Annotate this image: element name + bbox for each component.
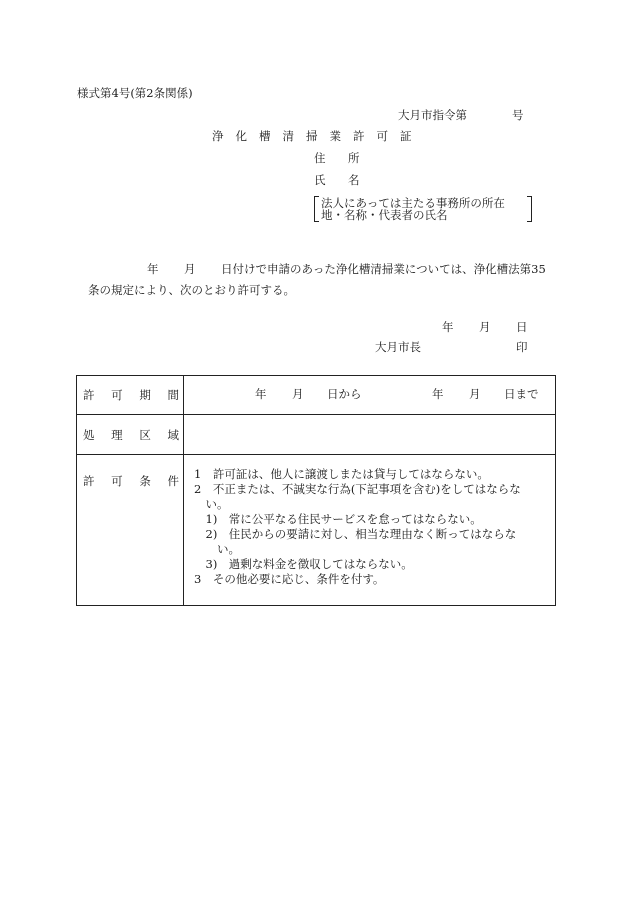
document-number-suffix: 号 [512, 108, 524, 122]
bracket-right [527, 196, 532, 222]
title-char: 許 [353, 129, 365, 143]
conditions-label [77, 473, 183, 489]
body-line-2: 条の規定により、次のとおり許可する。 [88, 283, 295, 297]
period-label-cell [77, 376, 184, 415]
conditions-row [77, 455, 556, 606]
label-char: 可 [111, 474, 123, 488]
page-title [212, 131, 424, 143]
title-char: 可 [376, 129, 388, 143]
title-char: 浄 [212, 129, 224, 143]
period-to-month: 月 [469, 387, 481, 401]
title-char: 清 [282, 129, 294, 143]
condition-line: 1) 常に公平なる住民サービスを怠ってはならない。 [194, 512, 482, 526]
condition-line: 2 不正または、不誠実な行為(下記事項を含む)をしてはならな [194, 482, 521, 496]
title-char: 掃 [306, 129, 318, 143]
label-char: 区 [139, 427, 151, 442]
name-label [314, 175, 360, 187]
issue-date-year: 年 [442, 320, 454, 334]
body-year: 年 [147, 262, 159, 276]
label-char: 理 [111, 427, 123, 442]
period-to-year: 年 [432, 387, 444, 401]
period-value-cell [184, 376, 556, 415]
conditions-value-cell [184, 455, 556, 606]
title-char: 化 [235, 129, 247, 143]
label-char: 許 [83, 474, 95, 488]
period-value [184, 387, 555, 403]
issue-date-day: 日 [516, 320, 528, 334]
address-label-char: 所 [348, 151, 360, 165]
area-label-cell [77, 415, 184, 455]
area-value-cell [184, 415, 556, 455]
label-char: 条 [139, 474, 151, 488]
address-label-char: 住 [314, 151, 326, 165]
body-month: 月 [184, 262, 196, 276]
label-char: 処 [83, 427, 95, 442]
title-char: 証 [400, 129, 412, 143]
area-row [77, 415, 556, 455]
condition-line: 1 許可証は、他人に譲渡しまたは貸与してはならない。 [194, 467, 489, 481]
area-label [77, 427, 183, 443]
corporate-note-line2: 地・名称・代表者の氏名 [321, 208, 448, 222]
label-char: 期 [139, 388, 151, 402]
corporate-note-bracket [314, 196, 532, 222]
title-char: 業 [329, 129, 341, 143]
seal-mark: 印 [516, 340, 528, 354]
conditions-list [184, 455, 555, 597]
label-char: 件 [167, 474, 179, 488]
period-label [77, 387, 183, 403]
label-char: 可 [111, 388, 123, 402]
period-row [77, 376, 556, 415]
label-char: 域 [167, 427, 179, 442]
label-char: 許 [83, 388, 95, 402]
condition-line: 3) 過剰な料金を徴収してはならない。 [194, 557, 413, 571]
period-from-month: 月 [292, 387, 304, 401]
document-number-prefix: 大月市指令第 [398, 108, 467, 122]
name-label-char: 名 [348, 173, 360, 187]
condition-line: い。 [194, 542, 240, 556]
period-to-day: 日まで [504, 387, 539, 401]
issuer [375, 342, 528, 354]
issue-date [442, 322, 528, 334]
issue-date-month: 月 [479, 320, 491, 334]
document-number [398, 110, 524, 122]
corporate-note-line1: 法人にあっては主たる事務所の所在 [321, 196, 505, 210]
form-number: 様式第4号(第2条関係) [77, 86, 193, 100]
body-line-1-rest: 日付けで申請のあった浄化槽清掃業については、浄化槽法第35 [221, 262, 546, 276]
title-char: 槽 [259, 129, 271, 143]
bracket-left [314, 196, 319, 222]
permit-table [76, 375, 556, 606]
period-from-year: 年 [255, 387, 267, 401]
condition-line: 3 その他必要に応じ、条件を付す。 [194, 572, 385, 586]
name-label-char: 氏 [314, 173, 326, 187]
issuer-name: 大月市長 [375, 340, 421, 354]
condition-line: い。 [194, 497, 229, 511]
body-line-1 [147, 264, 546, 276]
address-label [314, 153, 360, 165]
period-from-day: 日から [327, 387, 362, 401]
condition-line: 2) 住民からの要請に対し、相当な理由なく断ってはならな [194, 527, 517, 541]
label-char: 間 [167, 388, 179, 402]
conditions-label-cell [77, 455, 184, 606]
